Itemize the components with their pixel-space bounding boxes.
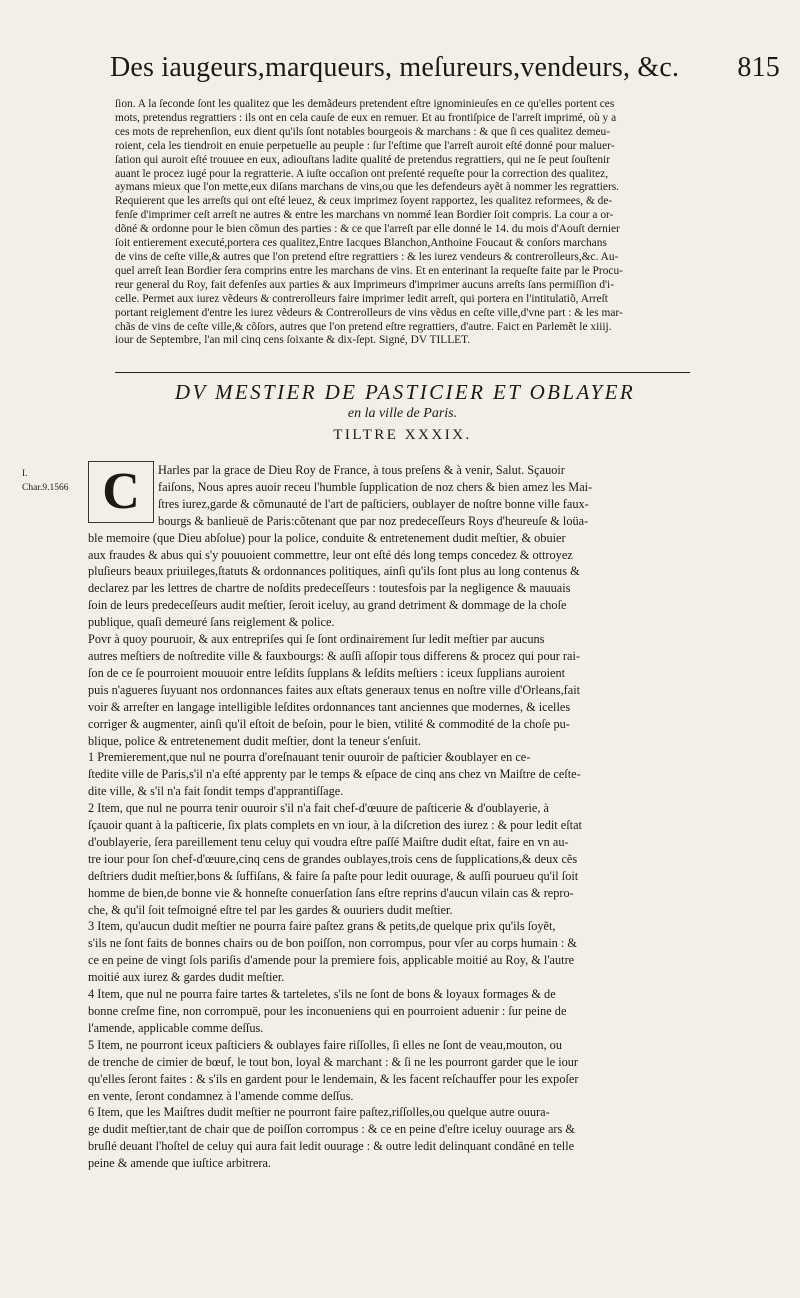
- text-line: ble memoire (que Dieu abſolue) pour la police, conduite & entretenement dudit meſtier, & obuier: [88, 530, 566, 545]
- text-line: dõné & ordonne pour le bien cõmun des parties : & ce que l'arreſt par elle donné le 14. du mois d'Aouſt dernier: [115, 223, 620, 236]
- text-line: 1 Premierement,que nul ne pourra d'oreſnauant tenir ouuroir de paſticier &oublayer en ce-: [88, 750, 531, 765]
- text-line: che, & qu'il ſoit teſmoigné eſtre tel par les gardes & ouuriers dudit meſtier.: [88, 902, 453, 917]
- text-line: de trenche de cimier de bœuf, le tout bon, loyal & marchant : & ſi ne les pourront garder que le iour: [88, 1054, 579, 1069]
- text-line: peine & amende que iuſtice arbitrera.: [88, 1156, 272, 1171]
- text-line: ſtres iurez,garde & cõmunauté de l'art de paſticiers, oublayer de noſtre bonne ville faux-: [158, 496, 589, 511]
- section-subtitle: en la ville de Paris.: [347, 406, 458, 421]
- text-line: autres meſtiers de noſtredite ville & fauxbourgs: & auſſi aſſopir tous differens & procez qui pour rai-: [88, 648, 580, 663]
- text-line: Povr à quoy pouruoir, & aux entrepriſes qui ſe ſont ordinairement ſur ledit meſtier par aucuns: [88, 632, 545, 647]
- text-line: pluſieurs beaux priuileges,ſtatuts & ordonnances politiques, ainſi qu'ils ſont plus au long contenus &: [88, 564, 580, 579]
- text-line: moitié aux iurez & gardes dudit meſtier.: [88, 970, 285, 985]
- text-line: dite ville, & s'il n'a fait ſondit temps d'apprantiſſage.: [88, 784, 344, 799]
- text-line: ſon de ce ſe pourroient mouuoir entre leſdits ſupplans & leſdits meſtiers : iceux ſupplians auroient: [88, 665, 566, 680]
- text-line: en vente, ſeront condamnez à l'amende comme deſſus.: [88, 1088, 354, 1103]
- text-line: faiſons, Nous apres auoir receu l'humble ſupplication de noz chers & bien amez les Mai-: [158, 479, 593, 494]
- text-line: puis n'agueres ſuyuant nos ordonnances faites aux eſtats generaux tenus en noſtre ville d'Orleans,fait: [88, 682, 581, 697]
- text-line: roient, cela les tiendroit en enuie perpetuelle au peuple : ſur l'eſtime que l'arreſt auroit eſté donné pour maluer-: [115, 139, 615, 152]
- section-title: DV MESTIER DE PASTICIER ET OBLAYER: [174, 380, 636, 404]
- text-line: aymans mieux que l'on mette,eux diſans marchans de vins,ou que les defendeurs ayẽt à nommer les regrattiers.: [115, 181, 620, 194]
- text-line: l'amende, applicable comme deſſus.: [88, 1020, 264, 1035]
- text-line: de vins de ceſte ville,& autres que l'on pretend eſtre regrattiers : & les iurez vendeurs & contrerolleurs,&c. Au-: [115, 250, 619, 263]
- text-line: declarez par les lettres de chartre de noſdits predeceſſeurs : toutesfois par la negligence & mauuais: [88, 581, 571, 596]
- initial-letter: C: [102, 463, 140, 520]
- text-line: reur general du Roy, fait defenſes aux parties & aux Imprimeurs d'imprimer aucuns arreſts ſans permiſſion d'i-: [115, 278, 615, 291]
- text-line: s'ils ne ſont faits de bonnes chairs ou de bon poiſſon, non corrompus, pour vſer au corps humain : &: [88, 936, 577, 951]
- text-line: mots, pretendus regrattiers : ils ont en cela cauſe de eux en remuer. Et au frontiſpice de l'arreſt imprimé, où y a: [115, 111, 617, 124]
- text-line: iour de Septembre, l'an mil cinq cens ſoixante & dix-ſept. Signé, DV TILLET.: [115, 334, 471, 347]
- text-line: d'oublayerie, ſera pareillement tenu celuy qui voudra eſtre paſſé Maiſtre dudit eſtat, faire en vn au-: [88, 834, 569, 849]
- text-line: portant reiglement d'entre les iurez vẽdeurs & Contrerolleurs de vins vẽdus en ceſte ville,d'vne part : & les mar-: [115, 306, 623, 319]
- text-line: ces mots de reprehenſion, eux dient qu'ils ſont notables bourgeois & marchans : & que ſi ces qualitez demeu-: [115, 125, 610, 138]
- margin-note-number: I.: [22, 469, 28, 479]
- ornamental-initial: [88, 461, 154, 523]
- text-line: chãs de vins de ceſte ville,& cõſors, autres que l'on pretend eſtre regrattiers, d'autre. Faict en Parlemẽt le xiiij.: [115, 320, 612, 333]
- text-line: ſçauoir quant à la paſticerie, ſix plats complets en vn iour, à la diſcretion des iurez : & pour ledit eſtat: [88, 818, 582, 833]
- running-header: [110, 52, 780, 92]
- text-line: ſoin de leurs predeceſſeurs audit meſtier, ſeroit iceluy, au grand detriment & dommage de la choſe: [88, 598, 567, 613]
- text-line: aux fraudes & abus qui s'y pouuoient commettre, leur ont eſté dés long temps concedez & ottroyez: [88, 547, 573, 562]
- text-line: qu'elles ſeront faites : & s'ils en gardent pour le lendemain, & les facent reſchauffer pour les expoſer: [88, 1071, 579, 1086]
- text-line: ge dudit meſtier,tant de chair que de poiſſon corrompus : & ce en peine d'eſtre iceluy ouurage ars &: [88, 1122, 575, 1137]
- text-line: Harles par la grace de Dieu Roy de France, à tous preſens & à venir, Salut. Sçauoir: [158, 463, 565, 477]
- text-line: Requierent que les arreſts qui ont eſté leuez, & ceux imprimez ſoyent rapportez, les qualitez reformees, & de-: [115, 195, 613, 208]
- running-title: Des iaugeurs,marqueurs, meſureurs,vendeurs, &c.: [110, 52, 680, 83]
- text-line: blique, police & entretenement dudit meſtier, dont la teneur s'enſuit.: [88, 733, 421, 748]
- text-line: ſion. A la ſeconde ſont les qualitez que les demãdeurs pretendent eſtre ignominieuſes en ce qu'elles portent ces: [115, 98, 615, 110]
- text-line: tre iour pour ſon chef-d'œuure,cinq cens de grandes oublayes,trois cens de ſupplications,& deux cẽs: [88, 851, 578, 866]
- page-number: 815: [737, 52, 780, 83]
- text-line: ſoit entierement executé,portera ces qualitez,Entre Iacques Blanchon,Anthoine Foucaut & conſors marchans: [115, 237, 607, 250]
- section-number: TILTRE XXXIX.: [333, 427, 472, 443]
- text-line: 5 Item, ne pourront iceux paſticiers & oublayes faire riſſolles, ſi elles ne ſont de veau,mouton, ou: [88, 1037, 562, 1052]
- text-line: 6 Item, que les Maiſtres dudit meſtier ne pourront faire paſtez,riſſolles,ou quelque autre ouura-: [88, 1105, 550, 1120]
- text-line: 4 Item, que nul ne pourra faire tartes & tarteletes, s'ils ne ſont de bons & loyaux formages & de: [88, 987, 556, 1002]
- text-line: quel arreſt Iean Bordier ſera comprins entre les marchans de vins. Et en enterinant la requeſte faite par le Procu-: [115, 264, 623, 277]
- text-line: bruſlé deuant l'hoſtel de celuy qui aura fait ledit ouurage : & outre ledit delinquant condãné en telle: [88, 1139, 575, 1154]
- text-line: ſation qui auroit eſté trouuee en eux, adiouſtans ladite qualité de pretendus regrattiers, qui ne ſe peut ſouſtenir: [115, 153, 611, 166]
- text-line: corriger & augmenter, ainſi qu'il eſtoit de beſoin, pour le bien, vtilité & commodité de la choſe pu-: [88, 716, 570, 731]
- text-line: auant le procez iugé pour la regratterie. A iuſte occaſion ont preſenté requeſte pour la correction des qualitez,: [115, 167, 609, 180]
- text-line: 3 Item, qu'aucun dudit meſtier ne pourra faire paſtez grans & petits,de quelque prix qu'ils ſoyẽt,: [88, 919, 556, 934]
- text-line: fenſe d'imprimer ceſt arreſt ne autres & entre les marchans vn nommé Iean Bordier ſoit compris. La cour a or-: [115, 209, 614, 222]
- decree-text: [115, 98, 685, 348]
- text-line: homme de bien,de bonne vie & honneſte conuerſation ſans eſtre reprins d'aucun vilain cas & repro-: [88, 885, 574, 900]
- text-line: publique, quaſi demeuré ſans reiglement & police.: [88, 615, 335, 630]
- margin-note-charter: Char.9.1566: [22, 483, 69, 493]
- section-rule: [115, 372, 690, 373]
- text-line: voir & arreſter en langage intelligible leſdites ordonnances tant anciennes que modernes, & icelles: [88, 699, 571, 714]
- text-line: deſtriers dudit meſtier,bons & ſuffiſans, & faire ſa paſte pour ledit ouurage, & auſſi pourueu qu'il ſoit: [88, 868, 579, 883]
- text-line: bourgs & banlieuë de Paris:cõtenant que par noz predeceſſeurs Roys d'heureuſe & loüa-: [158, 513, 589, 528]
- text-line: celle. Permet aux iurez vẽdeurs & contrerolleurs faire imprimer ledit arreſt, qui portera en l'intitulatiõ, Arreſt: [115, 292, 608, 305]
- text-line: bonne creſme fine, non corrompuë, pour les inconueniens qui en pourroient aduenir : ſur peine de: [88, 1004, 567, 1018]
- text-line: ce en peine de vingt ſols pariſis d'amende pour la premiere fois, applicable moitié au Roy, & l'autre: [88, 953, 575, 968]
- statute-text: [88, 462, 688, 1172]
- text-line: 2 Item, que nul ne pourra tenir ouuroir s'il n'a fait chef-d'œuure de paſticerie & d'oublayerie, à: [88, 801, 549, 816]
- text-line: ſtedite ville de Paris,s'il n'a eſté apprenty par le temps & eſpace de cinq ans chez vn Maiſtre de ceſte-: [88, 767, 581, 782]
